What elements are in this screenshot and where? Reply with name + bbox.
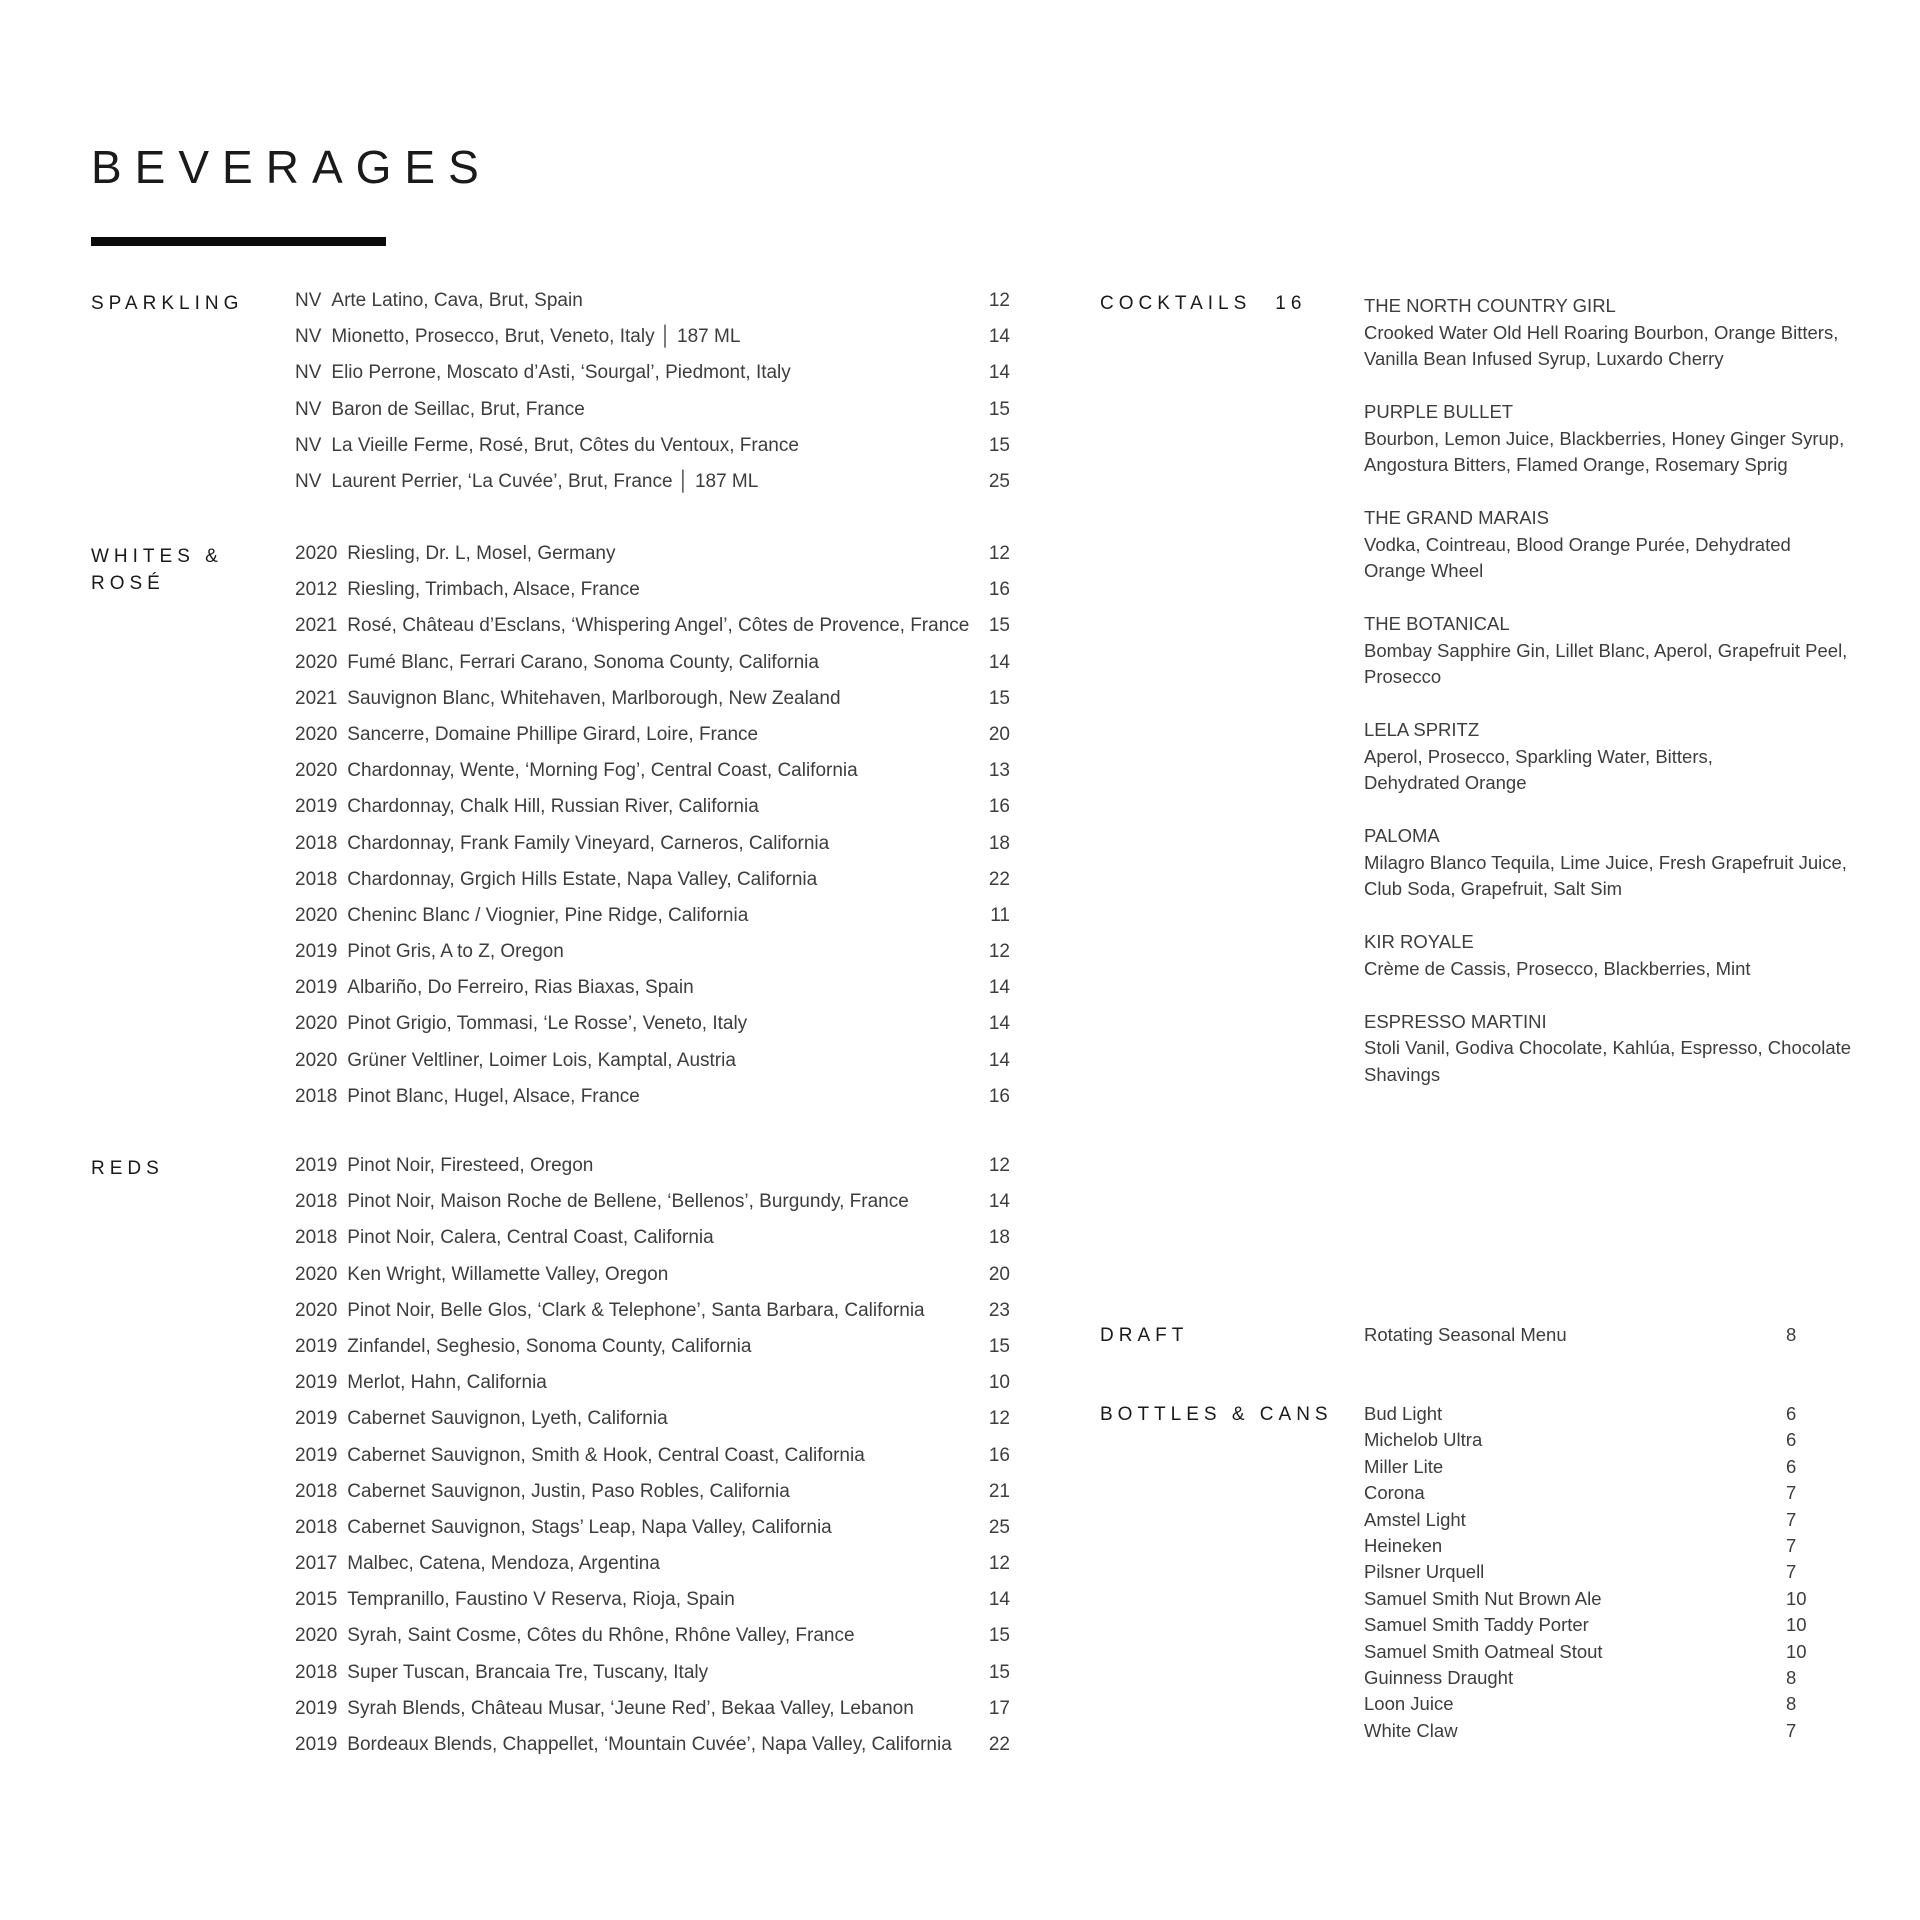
wine-vintage: 2012 <box>295 579 338 601</box>
wine-row <box>295 1227 1010 1263</box>
beer-price: 7 <box>1786 1482 1797 1504</box>
wine-vintage: 2018 <box>295 1085 338 1107</box>
wine-name: La Vieille Ferme, Rosé, Brut, Côtes du Ventoux, France <box>331 434 799 456</box>
wine-vintage: 2019 <box>295 1734 338 1755</box>
wine-vintage: 2020 <box>295 723 338 745</box>
cocktail-ingredients-line2: Dehydrated Orange <box>1364 772 1527 793</box>
beer-row <box>1364 1718 1816 1744</box>
whites-heading <box>91 543 223 597</box>
wine-vintage: NV <box>295 290 322 311</box>
wine-vintage: 2017 <box>295 1553 338 1575</box>
wine-price: 22 <box>988 1734 1010 1755</box>
bottles-heading: BOTTLES & CANS <box>1100 1404 1333 1425</box>
wine-row <box>295 399 1010 435</box>
wine-row <box>295 1086 1010 1122</box>
wine-name: Cheninc Blanc / Viognier, Pine Ridge, California <box>347 904 749 926</box>
wine-row <box>295 290 1010 326</box>
wine-row <box>295 1553 1010 1589</box>
wine-name: Chardonnay, Frank Family Vineyard, Carneros, California <box>347 832 830 854</box>
wine-row <box>295 1481 1010 1517</box>
cocktail-ingredients-line1: Vodka, Cointreau, Blood Orange Purée, Dehydrated <box>1364 533 1791 555</box>
wine-row <box>295 543 1010 579</box>
draft-price: 8 <box>1786 1324 1797 1345</box>
wine-vintage: 2020 <box>295 760 338 782</box>
wine-row <box>295 1155 1010 1191</box>
wine-row <box>295 1050 1010 1086</box>
wine-vintage: NV <box>295 470 322 492</box>
cocktail-name: ESPRESSO MARTINI <box>1364 1010 1547 1032</box>
draft-name: Rotating Seasonal Menu <box>1364 1324 1567 1345</box>
beer-price: 6 <box>1786 1455 1797 1477</box>
wine-name: Syrah, Saint Cosme, Côtes du Rhône, Rhône Valley, France <box>347 1625 855 1647</box>
beer-name: Loon Juice <box>1364 1693 1454 1715</box>
wine-name: Mionetto, Prosecco, Brut, Veneto, Italy │ 187 ML <box>331 326 741 348</box>
beer-name: Heineken <box>1364 1534 1443 1556</box>
wine-price: 14 <box>988 977 1010 999</box>
wine-name: Pinot Noir, Firesteed, Oregon <box>347 1155 594 1176</box>
wine-row <box>295 833 1010 869</box>
beer-row <box>1364 1480 1816 1506</box>
cocktail-ingredients-line2: Orange Wheel <box>1364 560 1484 581</box>
wine-row <box>295 977 1010 1013</box>
cocktail-ingredients-line2: Shavings <box>1364 1063 1441 1085</box>
wine-price: 18 <box>988 1227 1010 1249</box>
wine-row <box>295 652 1010 688</box>
wine-row <box>295 1517 1010 1553</box>
wine-price: 14 <box>988 1589 1010 1611</box>
reds-heading: REDS <box>91 1158 164 1179</box>
wine-row <box>295 1734 1010 1770</box>
beer-row <box>1364 1586 1816 1612</box>
wine-row <box>295 326 1010 362</box>
wine-price: 16 <box>988 796 1010 818</box>
wine-vintage: 2020 <box>295 1299 338 1321</box>
cocktail-ingredients-line1: Stoli Vanil, Godiva Chocolate, Kahlúa, Espresso, Chocolate <box>1364 1037 1852 1058</box>
wine-vintage: 2019 <box>295 1372 338 1394</box>
wine-name: Zinfandel, Seghesio, Sonoma County, California <box>347 1335 752 1357</box>
wine-name: Tempranillo, Faustino V Reserva, Rioja, Spain <box>347 1589 735 1611</box>
wine-price: 12 <box>988 543 1010 564</box>
wine-price: 16 <box>988 1444 1010 1466</box>
wine-price: 14 <box>988 1013 1010 1035</box>
beer-price: 10 <box>1786 1587 1807 1609</box>
beer-row <box>1364 1454 1816 1480</box>
wine-price: 14 <box>988 1191 1010 1213</box>
beer-price: 7 <box>1786 1508 1797 1530</box>
wine-name: Bordeaux Blends, Chappellet, ‘Mountain Cuvée’, Napa Valley, California <box>347 1734 952 1755</box>
wine-name: Riesling, Dr. L, Mosel, Germany <box>347 543 616 564</box>
wine-row <box>295 1300 1010 1336</box>
cocktail-ingredients-line1: Aperol, Prosecco, Sparkling Water, Bitters, <box>1364 745 1713 767</box>
beer-price: 8 <box>1786 1666 1797 1688</box>
wine-price: 14 <box>988 651 1010 673</box>
bottles-list <box>1364 1401 1816 1744</box>
beer-row <box>1364 1559 1816 1585</box>
wine-price: 12 <box>988 290 1010 311</box>
wine-price: 20 <box>988 1263 1010 1285</box>
whites-heading-line2: ROSÉ <box>91 573 165 594</box>
wine-row <box>295 941 1010 977</box>
wine-name: Grüner Veltliner, Loimer Lois, Kamptal, Austria <box>347 1049 736 1071</box>
wine-name: Cabernet Sauvignon, Smith & Hook, Central Coast, California <box>347 1444 865 1466</box>
wine-name: Arte Latino, Cava, Brut, Spain <box>331 290 583 311</box>
cocktail-item <box>1364 611 1864 691</box>
wine-price: 25 <box>988 1516 1010 1538</box>
beer-row <box>1364 1533 1816 1559</box>
beer-price: 6 <box>1786 1429 1797 1451</box>
wine-name: Elio Perrone, Moscato d’Asti, ‘Sourgal’, Piedmont, Italy <box>331 362 791 384</box>
cocktail-list <box>1364 293 1864 1115</box>
wine-row <box>295 688 1010 724</box>
wine-name: Chardonnay, Grgich Hills Estate, Napa Valley, California <box>347 868 818 890</box>
wine-name: Chardonnay, Wente, ‘Morning Fog’, Central Coast, California <box>347 760 858 782</box>
wine-row <box>295 1445 1010 1481</box>
cocktails-heading <box>1100 290 1306 317</box>
wine-vintage: 2015 <box>295 1589 338 1611</box>
whites-list <box>295 543 1010 1122</box>
wine-vintage: 2020 <box>295 904 338 926</box>
cocktail-name: PALOMA <box>1364 825 1440 846</box>
wine-name: Sauvignon Blanc, Whitehaven, Marlborough, New Zealand <box>347 687 841 709</box>
beer-row <box>1364 1612 1816 1638</box>
beer-price: 8 <box>1786 1693 1797 1715</box>
wine-row <box>295 1336 1010 1372</box>
wine-vintage: 2018 <box>295 868 338 890</box>
whites-heading-line1: WHITES & <box>91 546 223 567</box>
wine-vintage: 2018 <box>295 1227 338 1249</box>
wine-name: Merlot, Hahn, California <box>347 1372 547 1394</box>
wine-price: 12 <box>988 1408 1010 1430</box>
wine-vintage: NV <box>295 434 322 456</box>
beer-name: Samuel Smith Oatmeal Stout <box>1364 1640 1603 1662</box>
wine-price: 15 <box>988 615 1010 637</box>
beer-name: Guinness Draught <box>1364 1666 1514 1688</box>
wine-price: 16 <box>988 579 1010 601</box>
beer-row <box>1364 1665 1816 1691</box>
wine-row <box>295 1372 1010 1408</box>
wine-name: Rosé, Château d’Esclans, ‘Whispering Angel’, Côtes de Provence, France <box>347 615 970 637</box>
cocktail-item <box>1364 399 1864 479</box>
beer-name: Samuel Smith Taddy Porter <box>1364 1614 1589 1636</box>
beer-name: Michelob Ultra <box>1364 1429 1483 1451</box>
wine-vintage: NV <box>295 362 322 384</box>
cocktail-item <box>1364 929 1864 982</box>
wine-name: Fumé Blanc, Ferrari Carano, Sonoma County, California <box>347 651 819 673</box>
wine-name: Pinot Noir, Maison Roche de Bellene, ‘Bellenos’, Burgundy, France <box>347 1191 909 1213</box>
beer-price: 10 <box>1786 1614 1807 1636</box>
wine-row <box>295 471 1010 507</box>
wine-vintage: 2019 <box>295 1697 338 1719</box>
draft-heading: DRAFT <box>1100 1325 1189 1346</box>
wine-price: 17 <box>988 1697 1010 1719</box>
cocktail-ingredients-line1: Bombay Sapphire Gin, Lillet Blanc, Aperol, Grapefruit Peel, <box>1364 639 1848 661</box>
wine-row <box>295 1408 1010 1444</box>
wine-price: 18 <box>988 832 1010 854</box>
wine-price: 15 <box>988 1625 1010 1647</box>
wine-name: Malbec, Catena, Mendoza, Argentina <box>347 1553 660 1575</box>
wine-vintage: 2019 <box>295 1335 338 1357</box>
page-title: BEVERAGES <box>91 141 492 193</box>
beer-name: Amstel Light <box>1364 1508 1466 1530</box>
wine-vintage: NV <box>295 326 322 348</box>
cocktail-ingredients-line2: Prosecco <box>1364 666 1442 687</box>
cocktail-name: KIR ROYALE <box>1364 931 1474 952</box>
wine-price: 23 <box>988 1299 1010 1321</box>
beer-name: Samuel Smith Nut Brown Ale <box>1364 1587 1602 1609</box>
wine-price: 15 <box>988 687 1010 709</box>
cocktail-item <box>1364 717 1864 797</box>
wine-price: 15 <box>988 1335 1010 1357</box>
wine-vintage: 2018 <box>295 1661 338 1683</box>
beer-price: 10 <box>1786 1640 1807 1662</box>
cocktail-name: THE BOTANICAL <box>1364 613 1510 634</box>
wine-name: Pinot Grigio, Tommasi, ‘Le Rosse’, Veneto, Italy <box>347 1013 748 1035</box>
wine-row <box>295 760 1010 796</box>
wine-row <box>295 1191 1010 1227</box>
wine-row <box>295 1013 1010 1049</box>
beer-row <box>1364 1507 1816 1533</box>
wine-row <box>295 724 1010 760</box>
wine-price: 10 <box>988 1372 1010 1394</box>
beer-name: Bud Light <box>1364 1403 1443 1424</box>
wine-vintage: 2018 <box>295 1480 338 1502</box>
wine-vintage: NV <box>295 398 322 420</box>
cocktail-item <box>1364 293 1864 373</box>
wine-price: 14 <box>988 326 1010 348</box>
wine-price: 14 <box>988 362 1010 384</box>
wine-price: 20 <box>988 723 1010 745</box>
cocktail-ingredients-line2: Angostura Bitters, Flamed Orange, Rosemary Sprig <box>1364 454 1788 475</box>
beer-price: 7 <box>1786 1534 1797 1556</box>
cocktail-item <box>1364 823 1864 903</box>
wine-vintage: 2020 <box>295 543 338 564</box>
wine-price: 25 <box>988 470 1010 492</box>
wine-name: Albariño, Do Ferreiro, Rias Biaxas, Spain <box>347 977 694 999</box>
wine-name: Riesling, Trimbach, Alsace, France <box>347 579 640 601</box>
beer-row <box>1364 1427 1816 1453</box>
wine-price: 11 <box>990 904 1010 926</box>
wine-vintage: 2019 <box>295 1444 338 1466</box>
wine-row <box>295 905 1010 941</box>
wine-vintage: 2021 <box>295 687 338 709</box>
cocktail-item <box>1364 1009 1864 1089</box>
title-underline-rule <box>91 237 386 246</box>
wine-vintage: 2020 <box>295 1625 338 1647</box>
cocktail-ingredients-line1: Crème de Cassis, Prosecco, Blackberries, Mint <box>1364 957 1751 979</box>
cocktail-name: PURPLE BULLET <box>1364 401 1514 422</box>
sparkling-heading: SPARKLING <box>91 293 244 314</box>
wine-vintage: 2018 <box>295 832 338 854</box>
beer-price: 6 <box>1786 1403 1797 1424</box>
beer-price: 7 <box>1786 1561 1797 1583</box>
wine-row <box>295 1698 1010 1734</box>
draft-row <box>1364 1322 1816 1349</box>
wine-name: Syrah Blends, Château Musar, ‘Jeune Red’, Bekaa Valley, Lebanon <box>347 1697 914 1719</box>
beer-name: Pilsner Urquell <box>1364 1561 1485 1583</box>
beer-row <box>1364 1401 1816 1427</box>
wine-name: Cabernet Sauvignon, Justin, Paso Robles, California <box>347 1480 790 1502</box>
wine-name: Pinot Blanc, Hugel, Alsace, France <box>347 1085 640 1107</box>
wine-row <box>295 435 1010 471</box>
wine-vintage: 2020 <box>295 651 338 673</box>
beer-name: White Claw <box>1364 1719 1458 1741</box>
cocktail-ingredients-line1: Crooked Water Old Hell Roaring Bourbon, Orange Bitters, <box>1364 321 1839 343</box>
wine-vintage: 2018 <box>295 1191 338 1213</box>
sparkling-list <box>295 290 1010 507</box>
wine-name: Sancerre, Domaine Phillipe Girard, Loire, France <box>347 723 759 745</box>
wine-name: Super Tuscan, Brancaia Tre, Tuscany, Italy <box>347 1661 709 1683</box>
wine-row <box>295 579 1010 615</box>
wine-row <box>295 1625 1010 1661</box>
wine-name: Pinot Gris, A to Z, Oregon <box>347 941 564 963</box>
wine-vintage: 2020 <box>295 1049 338 1071</box>
wine-price: 15 <box>988 434 1010 456</box>
wine-price: 15 <box>988 1661 1010 1683</box>
wine-vintage: 2019 <box>295 941 338 963</box>
wine-price: 12 <box>988 1553 1010 1575</box>
beer-row <box>1364 1639 1816 1665</box>
wine-price: 15 <box>988 398 1010 420</box>
cocktail-ingredients-line2: Club Soda, Grapefruit, Salt Sim <box>1364 878 1623 899</box>
wine-row <box>295 869 1010 905</box>
wine-vintage: 2021 <box>295 615 338 637</box>
wine-vintage: 2019 <box>295 1155 338 1176</box>
wine-price: 12 <box>988 1155 1010 1176</box>
wine-name: Baron de Seillac, Brut, France <box>331 398 585 420</box>
wine-price: 12 <box>988 941 1010 963</box>
cocktails-price: 16 <box>1275 293 1307 314</box>
beer-price: 7 <box>1786 1719 1797 1741</box>
cocktail-item <box>1364 505 1864 585</box>
wine-price: 16 <box>988 1085 1010 1107</box>
wine-row <box>295 1264 1010 1300</box>
cocktail-ingredients-line1: Bourbon, Lemon Juice, Blackberries, Honey Ginger Syrup, <box>1364 427 1845 449</box>
wine-name: Cabernet Sauvignon, Lyeth, California <box>347 1408 668 1430</box>
wine-row <box>295 362 1010 398</box>
cocktail-name: THE GRAND MARAIS <box>1364 507 1550 528</box>
wine-row <box>295 796 1010 832</box>
wine-name: Ken Wright, Willamette Valley, Oregon <box>347 1263 669 1285</box>
wine-vintage: 2019 <box>295 1408 338 1430</box>
wine-price: 13 <box>988 760 1010 782</box>
reds-list <box>295 1155 1010 1770</box>
wine-vintage: 2019 <box>295 796 338 818</box>
wine-name: Cabernet Sauvignon, Stags’ Leap, Napa Valley, California <box>347 1516 832 1538</box>
wine-price: 14 <box>988 1049 1010 1071</box>
wine-name: Pinot Noir, Belle Glos, ‘Clark & Telephone’, Santa Barbara, California <box>347 1299 925 1321</box>
wine-price: 22 <box>988 868 1010 890</box>
cocktail-name: THE NORTH COUNTRY GIRL <box>1364 295 1616 316</box>
wine-vintage: 2020 <box>295 1013 338 1035</box>
beer-name: Corona <box>1364 1482 1425 1504</box>
beer-name: Miller Lite <box>1364 1455 1444 1477</box>
wine-name: Chardonnay, Chalk Hill, Russian River, California <box>347 796 759 818</box>
wine-row <box>295 615 1010 651</box>
wine-name: Pinot Noir, Calera, Central Coast, California <box>347 1227 714 1249</box>
cocktail-ingredients-line1: Milagro Blanco Tequila, Lime Juice, Fresh Grapefruit Juice, <box>1364 851 1847 873</box>
cocktail-name: LELA SPRITZ <box>1364 719 1480 740</box>
wine-vintage: 2018 <box>295 1516 338 1538</box>
wine-vintage: 2020 <box>295 1263 338 1285</box>
wine-price: 21 <box>988 1480 1010 1502</box>
wine-vintage: 2019 <box>295 977 338 999</box>
cocktail-ingredients-line2: Vanilla Bean Infused Syrup, Luxardo Cherry <box>1364 348 1724 369</box>
wine-row <box>295 1662 1010 1698</box>
cocktails-heading-label: COCKTAILS <box>1100 293 1252 314</box>
wine-name: Laurent Perrier, ‘La Cuvée’, Brut, France │ 187 ML <box>331 470 759 492</box>
wine-row <box>295 1589 1010 1625</box>
beer-row <box>1364 1691 1816 1717</box>
